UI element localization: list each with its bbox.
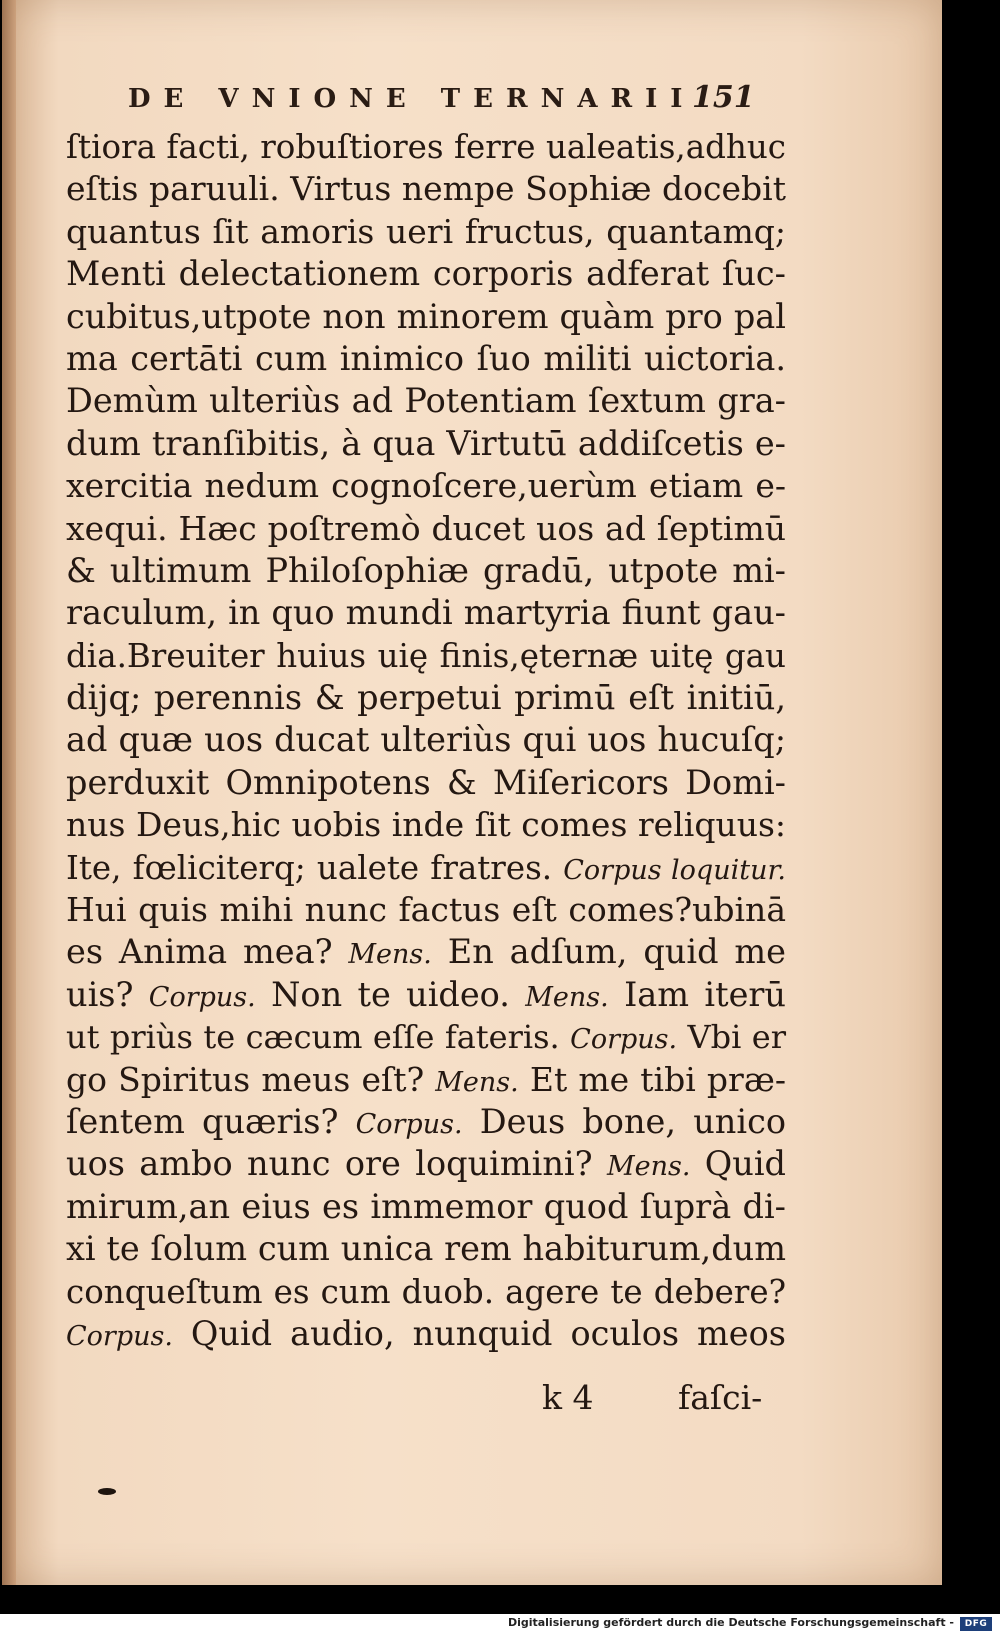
text-line: xequi. Hæc poſtremò ducet uos ad ſeptimū — [66, 508, 786, 548]
text-line: xi te ſolum cum unica rem habiturum,dum — [66, 1229, 786, 1269]
text-line: go Spiritus meus eſt? Mens. Et me tibi præ- — [66, 1059, 786, 1099]
text-line: es Anima mea? Mens. En adſum, quid me — [66, 932, 786, 972]
text-line: Demùm ulteriùs ad Potentiam ſextum gra- — [66, 381, 786, 421]
text-line: ſtiora facti, robuſtiores ferre ualeatis,adhuc — [66, 128, 786, 166]
text-line: eſtis paruuli. Virtus nempe Sophiæ docebit — [66, 169, 786, 209]
digitization-footer — [0, 1614, 1000, 1637]
text-line: raculum, in quo mundi martyria fiunt gau- — [66, 593, 786, 633]
running-head: DE VNIONE TERNARII — [128, 84, 696, 114]
text-line: Ite, fœliciterq; ualete fratres. Corpus loquitur. — [66, 848, 786, 887]
ink-blot — [98, 1488, 116, 1495]
text-line: cubitus,utpote non minorem quàm pro pal — [66, 296, 786, 336]
body-text — [66, 126, 786, 1355]
text-line: uis? Corpus. Non te uideo. Mens. Iam iterū — [66, 974, 786, 1014]
text-line: perduxit Omnipotens & Miſericors Domi- — [66, 762, 786, 802]
text-line: uos ambo nunc ore loquimini? Mens. Quid — [66, 1144, 786, 1184]
text-line: nus Deus,hic uobis inde ſit comes reliquus: — [66, 805, 786, 845]
text-line: & ultimum Philoſophiæ gradū, utpote mi- — [66, 550, 786, 590]
text-line: dijq; perennis & perpetui primū eſt initiū, — [66, 678, 786, 718]
text-line: dia.Breuiter huius uię finis,ęternæ uitę gau — [66, 636, 786, 675]
book-page — [2, 0, 942, 1585]
text-line: xercitia nedum cognoſcere,uerùm etiam e- — [66, 466, 786, 506]
text-line: ut priùs te cæcum eſſe fateris. Corpus. Vbi er — [66, 1018, 787, 1057]
dfg-logo-icon: DFG — [960, 1617, 992, 1631]
text-line: ma certāti cum inimico ſuo militi uictoria. — [66, 338, 786, 378]
page-number: 151 — [692, 80, 755, 115]
funding-credit: Digitalisierung gefördert durch die Deutsche Forschungsgemeinschaft - — [507, 1616, 954, 1629]
catchword: faſci- — [678, 1378, 763, 1417]
text-line: ad quæ uos ducat ulteriùs qui uos hucuſq; — [66, 720, 786, 760]
signature-mark: k 4 — [542, 1378, 594, 1417]
text-line: conqueſtum es cum duob. agere te debere? — [66, 1272, 786, 1311]
text-line: Hui quis mihi nunc factus eſt comes?ubinā — [66, 890, 786, 930]
text-line: quantus ſit amoris ueri fructus, quantamq; — [66, 211, 786, 251]
text-line: Menti delectationem corporis adferat ſuc- — [66, 254, 786, 294]
text-line: ſentem quæris? Corpus. Deus bone, unico — [66, 1101, 786, 1141]
text-line: Corpus. Quid audio, nunquid oculos meos — [66, 1313, 786, 1353]
text-line: dum tranſibitis, à qua Virtutū addiſcetis e- — [66, 423, 786, 463]
text-line: mirum,an eius es immemor quod ſuprà di- — [66, 1186, 786, 1226]
